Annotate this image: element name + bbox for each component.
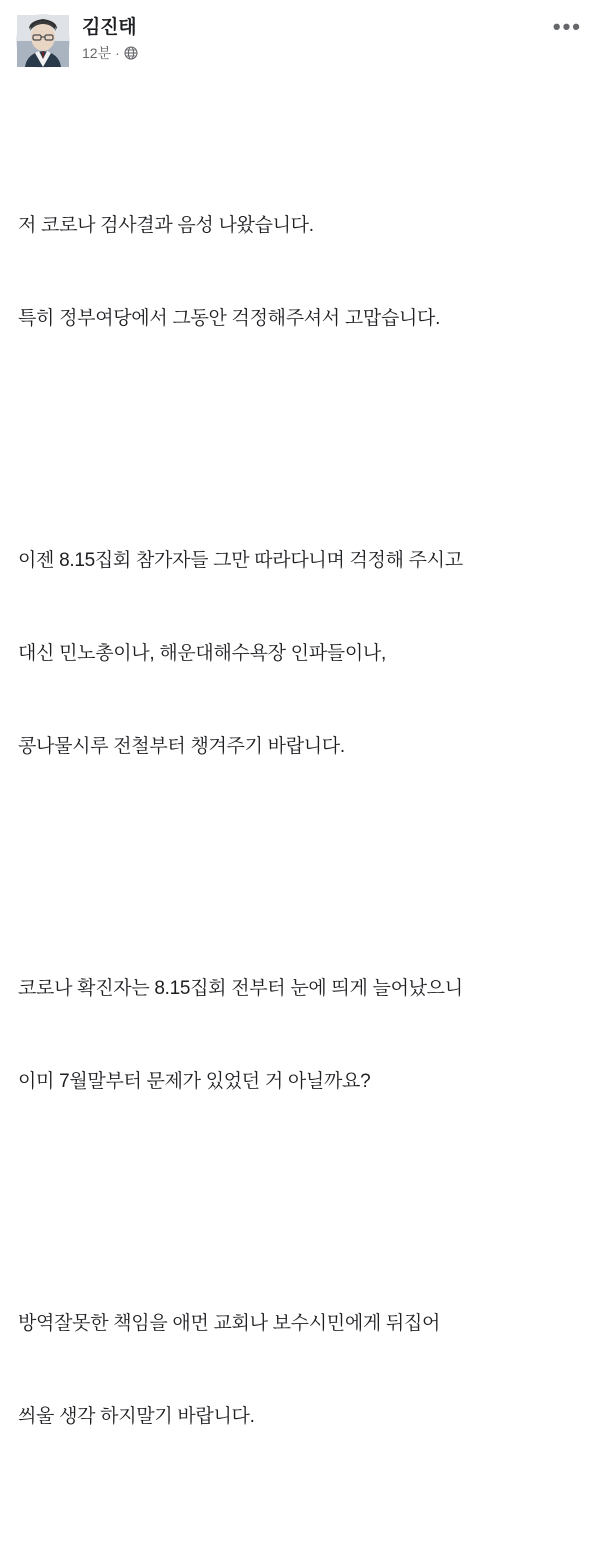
- post-header-text: [82, 14, 138, 61]
- meta-separator: ·: [115, 45, 120, 61]
- post-paragraph: [18, 1246, 582, 1494]
- post-header: [0, 0, 600, 74]
- post-line: 저 코로나 검사결과 음성 나왔습니다.: [18, 215, 314, 236]
- post-line: 방역잘못한 책임을 애먼 교회나 보수시민에게 뒤집어: [18, 1313, 441, 1334]
- ellipsis-icon[interactable]: •••: [552, 14, 582, 39]
- timestamp[interactable]: 12분: [82, 45, 112, 61]
- post-line: 이젠 8.15집회 참가자들 그만 따라다니며 걱정해 주시고: [18, 550, 463, 571]
- post-body: [0, 74, 600, 1556]
- post-line: 특히 정부여당에서 그동안 걱정해주셔서 고맙습니다.: [18, 308, 441, 329]
- post-line: 이미 7월말부터 문제가 있었던 거 아닐까요?: [18, 1071, 371, 1092]
- post-paragraph: [18, 911, 582, 1159]
- post-line: 씌울 생각 하지말기 바랍니다.: [18, 1406, 255, 1427]
- post-meta: [82, 45, 138, 61]
- post-line: 대신 민노총이나, 해운대해수욕장 인파들이나,: [18, 643, 386, 664]
- author-name[interactable]: 김진태: [82, 17, 137, 38]
- post-line: 콩나물시루 전철부터 챙겨주기 바랍니다.: [18, 736, 345, 757]
- avatar[interactable]: [16, 14, 70, 68]
- post-line: 코로나 확진자는 8.15집회 전부터 눈에 띄게 늘어났으니: [18, 978, 463, 999]
- post-paragraph: [18, 148, 582, 396]
- globe-icon[interactable]: [124, 46, 138, 60]
- post-paragraph: [18, 483, 582, 824]
